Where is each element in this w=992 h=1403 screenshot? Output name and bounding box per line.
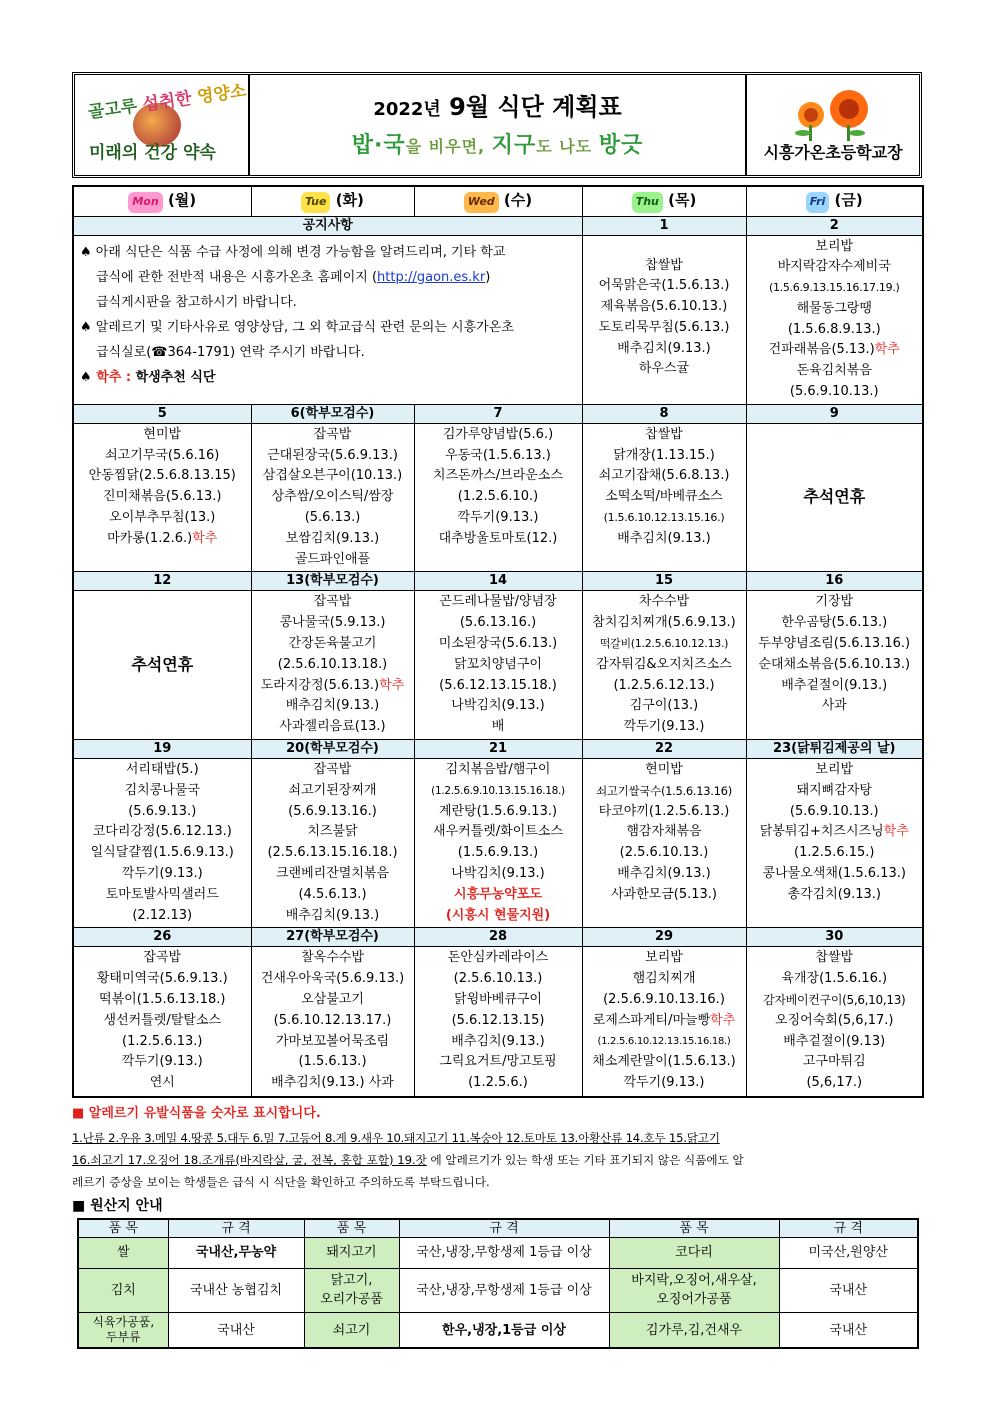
menu-item-text: 닭봉튀김+치즈시즈닝	[759, 824, 884, 840]
menu-item: 일식달걀찜(1.5.6.9.13.)	[90, 845, 234, 861]
menu-item: 소떡소떡/바베큐소스	[605, 489, 723, 505]
menu-item: 채소계란말이(1.5.6.13.)	[592, 1054, 736, 1070]
menu-item: (1.5.6.9.13.)	[457, 845, 539, 861]
menu-item: (2.5.6.13.15.16.18.)	[267, 845, 398, 861]
menu-item: 떡갈비(1.2.5.6.10.12.13.)	[599, 637, 729, 651]
menu-item: 도토리묵무침(5.6.13.)	[598, 319, 730, 335]
origin-col-header: 규 격	[779, 1219, 918, 1238]
slogan-bottom: 미래의 건강 약속	[89, 143, 216, 163]
menu-item: (1.5.6.10.12.13.15.16.)	[603, 511, 725, 525]
homepage-link[interactable]: http://gaon.es.kr	[377, 269, 486, 285]
menu-item: 배추김치(9.13.)	[617, 340, 711, 356]
notice-line: 급식실로(☎364-1791) 연락 주시기 바랍니다.	[96, 344, 365, 360]
notice-line: ♠ 아래 식단은 식품 수급 사정에 의해 변경 가능함을 알려드리며, 기타 학교	[80, 244, 506, 260]
menu-item: 배추김치(9.13.)	[285, 698, 380, 714]
date-cell: 2	[746, 216, 923, 235]
origin-item: 닭고기, 오리가공품	[304, 1268, 399, 1312]
menu-item: (1.5.6.8.9.13.)	[787, 321, 881, 337]
spade-icon: ♠	[80, 369, 97, 385]
holiday-cell: 추석연휴	[73, 591, 251, 740]
menu-item-text: 마카롱(1.2.6.)	[107, 530, 193, 546]
menu-item: (2.12.13)	[132, 907, 193, 923]
student-pick-tag: 학추	[883, 824, 909, 840]
student-pick-tag: 학추	[874, 342, 900, 358]
date-cell: 30	[746, 928, 923, 947]
menu-item: (1.5.6.9.13.15.16.17.19.)	[768, 281, 900, 295]
menu-item: 돈안심카레라이스	[447, 950, 549, 966]
subtitle-part-d: 도 나도	[536, 137, 599, 156]
allergy-heading: ■ 알레르기 유발식품을 숫자로 표시합니다.	[72, 1105, 321, 1121]
menu-item: 진미채볶음(5.6.13.)	[103, 489, 222, 505]
menu-item: (5.6.9.13.16.)	[288, 803, 377, 819]
menu-cell	[582, 759, 746, 928]
page-title	[250, 87, 745, 122]
menu-item: (시흥시 현물지원)	[445, 907, 551, 923]
week3-date-row	[73, 572, 923, 591]
menu-item: 나박김치(9.13.)	[451, 866, 545, 882]
menu-item: 근대된장국(5.6.9.13.)	[267, 447, 398, 463]
flowers-icon	[783, 85, 883, 141]
origin-item: 김가루,김,건새우	[609, 1312, 779, 1348]
menu-item: 닭꼬치양념구이	[454, 656, 542, 672]
notice-line: 급식게시판을 참고하시기 바랍니다.	[96, 294, 297, 310]
menu-cell	[746, 759, 923, 928]
notice-box	[73, 235, 582, 404]
menu-item: 배추겉절이(9.13.)	[781, 677, 888, 693]
menu-item: 곤드레나물밥/양념장	[439, 594, 557, 610]
menu-item: 돈육김치볶음	[796, 363, 872, 379]
date-cell: 14	[414, 572, 582, 591]
menu-item: 돼지뼈감자탕	[796, 782, 872, 798]
menu-item: 생선커틀렛/탈탈소스	[103, 1012, 221, 1028]
menu-item: 안동찜닭(2.5.6.8.13.15)	[88, 468, 236, 484]
origin-row	[78, 1268, 918, 1312]
menu-item: 황태미역국(5.6.9.13.)	[96, 971, 228, 987]
page-header	[72, 72, 922, 178]
menu-item: 그릭요거트/망고토핑	[439, 1054, 557, 1070]
notice-line: ♠ 알레르기 및 기타사유로 영양상담, 그 외 학교급식 관련 문의는 시흥가온초	[80, 319, 514, 335]
menu-item: 배추겉절이(9.13)	[783, 1033, 886, 1049]
date-cell: 23(닭튀김제공의 날)	[746, 740, 923, 759]
menu-item: 나박김치(9.13.)	[451, 698, 545, 714]
menu-item: 닭윙바베큐구이	[454, 992, 542, 1007]
menu-cell	[414, 947, 582, 1097]
origin-col-header: 규 격	[168, 1219, 304, 1238]
weekday-label: (목)	[668, 190, 697, 209]
menu-item: 감자베이컨구이(5,6,10,13)	[763, 993, 906, 1007]
menu-item: 치즈불닭	[307, 824, 358, 840]
menu-item: 코다리강정(5.6.12.13.)	[92, 824, 232, 840]
menu-item: 깍두기(9.13.)	[457, 510, 539, 526]
menu-item: (5,6,17.)	[806, 1075, 863, 1091]
slogan-word-1: 골고루	[86, 96, 139, 123]
origin-spec: 국내산	[168, 1312, 304, 1348]
menu-cell	[746, 235, 923, 404]
page-subtitle	[250, 128, 745, 159]
menu-item: 현미밥	[645, 762, 683, 778]
menu-item: 김치콩나물국	[124, 782, 200, 798]
menu-item: 김가루양념밥(5.6.)	[442, 426, 554, 442]
origin-spec: 국내산	[779, 1312, 918, 1348]
menu-item: 우동국(1.5.6.13.)	[445, 447, 551, 463]
date-cell: 21	[414, 740, 582, 759]
menu-cell	[582, 423, 746, 572]
origin-item: 식육가공품, 두부류	[78, 1312, 168, 1348]
weekday-label: (금)	[834, 190, 863, 209]
menu-item: (5.6.9.10.13.)	[789, 803, 879, 819]
origin-table	[77, 1218, 919, 1350]
menu-item: 햄김치찌개	[632, 971, 696, 987]
menu-item: 서리태밥(5.)	[125, 762, 199, 778]
menu-item: 오삼불고기	[301, 992, 364, 1007]
origin-col-header: 품 목	[78, 1219, 168, 1238]
menu-item: 보리밥	[645, 950, 683, 966]
menu-item	[75, 529, 250, 550]
menu-item: 김구이(13.)	[629, 698, 699, 714]
menu-item: 미소된장국(5.6.13.)	[438, 636, 558, 652]
menu-item: 쇠고기쌀국수(1.5.6.13.16)	[596, 783, 732, 798]
menu-item: 찰옥수수밥	[301, 950, 364, 966]
subtitle-part-c: 지구	[491, 133, 537, 158]
menu-item: 참치김치찌개(5.6.9.13.)	[592, 615, 736, 631]
menu-cell	[414, 591, 582, 740]
notice-key: 학추 :	[96, 369, 136, 385]
menu-item: 찹쌀밥	[645, 257, 683, 273]
menu-item: 육개장(1.5.6.16.)	[781, 971, 888, 987]
menu-item: 깍두기(9.13.)	[121, 1054, 203, 1070]
menu-item: 감자튀김&오지치즈소스	[596, 656, 732, 672]
holiday-cell: 추석연휴	[746, 423, 923, 572]
menu-item	[253, 676, 413, 697]
notice-line	[80, 265, 576, 290]
allergy-note: 레르기 증상을 보이는 학생들은 급식 시 식단을 확인하고 주의하도록 부탁드립니다.	[72, 1174, 490, 1189]
menu-item-text: 로제스파게티/마늘빵	[592, 1012, 711, 1028]
weekday-thu	[582, 186, 746, 216]
weekday-wed	[414, 186, 582, 216]
menu-item: (1.2.5.6.10.12.13.15.16.18.)	[597, 1035, 731, 1047]
allergy-note-text: 에 알레르기가 있는 학생 또는 기타 표기되지 않은 식품에도 알	[426, 1152, 744, 1167]
origin-spec: 한우,냉장,1등급 이상	[399, 1312, 609, 1348]
week2-menu-row	[73, 423, 923, 572]
menu-item	[748, 822, 922, 843]
menu-item: 보리밥	[815, 238, 854, 254]
menu-item: 한우곰탕(5.6.13.)	[781, 615, 888, 631]
menu-item: (1.5.6.13.)	[298, 1054, 367, 1070]
origin-item: 돼지고기	[304, 1237, 399, 1268]
origin-header-row	[78, 1219, 918, 1238]
menu-cell	[251, 759, 414, 928]
origin-row	[78, 1237, 918, 1268]
notice-text: 학생추천 식단	[135, 369, 216, 385]
date-cell: 9	[746, 404, 923, 423]
origin-spec: 국내산,무농약	[168, 1237, 304, 1268]
title-text: 9월 식단 계획표	[449, 93, 622, 121]
origin-col-header: 품 목	[304, 1219, 399, 1238]
student-pick-tag: 학추	[192, 530, 218, 546]
menu-item: 차수수밥	[638, 594, 690, 610]
menu-item: 오징어숙회(5,6,17.)	[775, 1012, 894, 1028]
menu-item: 쇠고기된장찌개	[288, 782, 377, 798]
weekday-tag: Mon	[128, 192, 162, 213]
menu-item: 연시	[149, 1075, 175, 1091]
date-cell: 26	[73, 928, 251, 947]
date-cell: 1	[582, 216, 746, 235]
menu-item: (5.6.13.16.)	[459, 615, 537, 631]
menu-item: 햄감자채볶음	[626, 824, 702, 840]
weekday-label: (수)	[503, 190, 533, 209]
weekday-tag: Wed	[464, 192, 499, 213]
date-cell: 20(학부모검수)	[251, 740, 414, 759]
menu-item: 오이부추무침(13.)	[109, 510, 216, 526]
week5-menu-row	[73, 947, 923, 1097]
school-panel	[747, 75, 919, 175]
origin-spec: 국내산 농협김치	[168, 1268, 304, 1312]
menu-cell	[73, 947, 251, 1097]
menu-item: (5.6.13.)	[304, 510, 361, 526]
menu-item: 쇠고기잡채(5.6.8.13.)	[598, 468, 730, 484]
menu-item: (4.5.6.13.)	[298, 886, 367, 902]
menu-item: 콩나물국(5.9.13.)	[279, 615, 386, 631]
week2-date-row	[73, 404, 923, 423]
week4-menu-row	[73, 759, 923, 928]
menu-item: 고구마튀김	[802, 1054, 866, 1070]
menu-item: 사과젤리음료(13.)	[279, 719, 386, 735]
allergy-list-line-2	[72, 1149, 922, 1171]
menu-item: 잡곡밥	[143, 950, 182, 966]
menu-item: (5.6.9.13.)	[128, 803, 197, 819]
origin-spec: 국내산	[779, 1268, 918, 1312]
menu-item: (1.2.5.6.10.)	[457, 489, 539, 505]
menu-item: 사과한모금(5.13.)	[610, 886, 717, 902]
menu-cell	[746, 591, 923, 740]
menu-item: 찹쌀밥	[645, 426, 683, 442]
weekday-tag: Thu	[632, 192, 663, 213]
menu-item: 배추김치(9.13.)	[617, 866, 711, 882]
week3-menu-row	[73, 591, 923, 740]
notice-line	[80, 365, 576, 390]
menu-item: 대추방울토마토(12.)	[438, 530, 558, 546]
menu-item: 제육볶음(5.6.10.13.)	[600, 299, 728, 315]
date-cell: 15	[582, 572, 746, 591]
menu-item: (1.2.5.6.12.13.)	[613, 677, 715, 693]
date-cell: 19	[73, 740, 251, 759]
weekday-label: (월)	[167, 190, 197, 209]
menu-cell	[73, 423, 251, 572]
menu-item: 타코야끼(1.2.5.6.13.)	[598, 803, 730, 819]
date-cell: 29	[582, 928, 746, 947]
menu-item: 계란탕(1.5.6.9.13.)	[438, 803, 558, 819]
menu-item: 건새우아욱국(5.6.9.13.)	[260, 971, 405, 987]
date-cell: 5	[73, 404, 251, 423]
menu-cell	[414, 759, 582, 928]
menu-item: (5.6.12.13.15)	[451, 1012, 545, 1028]
allergy-section	[72, 1102, 922, 1215]
menu-item-text: 도라지강정(5.6.13.)	[260, 677, 380, 693]
date-cell: 16	[746, 572, 923, 591]
date-cell: 7	[414, 404, 582, 423]
student-pick-tag: 학추	[710, 1012, 736, 1028]
origin-item: 쇠고기	[304, 1312, 399, 1348]
weekday-fri	[746, 186, 923, 216]
menu-item: 깍두기(9.13.)	[121, 866, 203, 882]
menu-item: 보쌈김치(9.13.)	[285, 530, 380, 546]
week1-menu-row	[73, 235, 923, 404]
menu-item: (1.2.5.6.15.)	[794, 845, 875, 861]
menu-item: 토마토발사믹샐러드	[105, 886, 219, 902]
menu-item: 현미밥	[143, 426, 182, 442]
notice-text: )	[485, 269, 491, 285]
menu-item: 상추쌈/오이스틱/쌈장	[271, 489, 394, 505]
menu-item: 총각김치(9.13.)	[787, 886, 881, 902]
menu-item: 닭개장(1.13.15.)	[613, 447, 715, 463]
date-cell: 12	[73, 572, 251, 591]
weekday-tag: Tue	[301, 192, 330, 213]
title-panel	[250, 75, 747, 175]
menu-item: 콩나물오색채(1.5.6.13.)	[762, 866, 906, 882]
week4-date-row	[73, 740, 923, 759]
menu-item: 사과	[821, 698, 847, 714]
menu-cell	[582, 591, 746, 740]
menu-item: 김치볶음밥/햄구이	[445, 762, 551, 778]
menu-table	[72, 185, 924, 1098]
menu-item: (1.2.5.6.13.)	[122, 1033, 203, 1049]
slogan-panel	[75, 75, 250, 175]
origin-item: 바지락,오징어,새우살, 오징어가공품	[609, 1268, 779, 1312]
notice-header: 공지사항	[73, 216, 582, 235]
menu-item: 찹쌀밥	[815, 950, 854, 966]
allergy-list-text: 16.쇠고기 17.오징어 18.조개류(바지락살, 굴, 전복, 홍합 포함) 19.잣	[72, 1152, 427, 1167]
date-cell: 6(학부모검수)	[251, 404, 414, 423]
date-cell: 28	[414, 928, 582, 947]
menu-item: 두부양념조림(5.6.13.16.)	[758, 636, 911, 652]
menu-cell	[582, 947, 746, 1097]
menu-item	[748, 340, 922, 361]
menu-item: 삼겹살오븐구이(10.13.)	[262, 468, 403, 484]
menu-item: 가마보꼬볼어묵조림	[275, 1033, 390, 1049]
menu-item: 치즈돈까스/브라운소스	[433, 468, 563, 484]
menu-item: (5.6.12.13.15.18.)	[439, 677, 557, 693]
menu-item: (1.2.5.6.)	[468, 1075, 528, 1091]
menu-item: 배추김치(9.13.) 사과	[271, 1075, 394, 1091]
menu-item: (5.6.10.12.13.17.)	[273, 1012, 392, 1028]
menu-item: (2.5.6.10.13.)	[453, 971, 543, 987]
menu-item: 해물동그랑땡	[796, 300, 872, 316]
origin-spec: 국산,냉장,무항생제 1등급 이상	[399, 1268, 609, 1312]
slogan-word-2: 섭취한	[141, 88, 193, 116]
menu-item: (2.5.6.9.10.13.16.)	[603, 992, 725, 1007]
origin-heading: ■ 원산지 안내	[72, 1197, 163, 1214]
weekday-label: (화)	[335, 190, 364, 209]
allergy-list-line-1: 1.난류 2.우유 3.메밀 4.땅콩 5.대두 6.밀 7.고등어 8.게 9.새우 10.돼지고기 11.복숭아 12.토마토 13.아황산류 14.호두 15.닭고기	[72, 1130, 720, 1145]
menu-item: (2.5.6.10.13.)	[619, 845, 709, 861]
origin-col-header: 품 목	[609, 1219, 779, 1238]
menu-cell	[251, 591, 414, 740]
menu-item: 크랜베리잔멸치볶음	[275, 866, 390, 882]
origin-item: 코다리	[609, 1237, 779, 1268]
menu-item: (1.2.5.6.9.10.13.15.16.18.)	[431, 784, 565, 797]
weekday-tag: Fri	[806, 192, 830, 213]
title-year: 2022년	[373, 99, 441, 120]
origin-item: 쌀	[78, 1237, 168, 1268]
menu-cell	[73, 759, 251, 928]
menu-item: 배추김치(9.13.)	[617, 530, 711, 546]
menu-cell	[251, 423, 414, 572]
menu-item: 새우커틀렛/화이트소스	[433, 824, 563, 840]
menu-item: 배	[491, 719, 505, 735]
menu-item: 보리밥	[815, 762, 854, 778]
menu-item: 기장밥	[815, 594, 854, 610]
menu-item: 하우스귤	[638, 361, 690, 377]
menu-item: 시흥무농약포도	[454, 886, 542, 902]
menu-item: 배추김치(9.13.)	[285, 907, 380, 923]
weekday-mon	[73, 186, 251, 216]
menu-item: 간장돈육불고기	[288, 636, 377, 652]
date-cell: 8	[582, 404, 746, 423]
origin-col-header: 규 격	[399, 1219, 609, 1238]
menu-item: 잡곡밥	[313, 426, 352, 442]
menu-item: 잡곡밥	[313, 762, 352, 778]
week5-date-row	[73, 928, 923, 947]
weekday-tue	[251, 186, 414, 216]
menu-item: 쇠고기무국(5.6.16)	[105, 447, 220, 463]
menu-item	[584, 1011, 745, 1032]
week1-date-row	[73, 216, 923, 235]
menu-item: 골드파인애플	[294, 551, 371, 567]
origin-row	[78, 1312, 918, 1348]
notice-text: 급식에 관한 전반적 내용은 시흥가온초 홈페이지 (	[96, 269, 378, 285]
menu-item: 배추김치(9.13.)	[451, 1033, 545, 1049]
school-name: 시흥가온초등학교장	[763, 143, 903, 162]
menu-item: 바지락감자수제비국	[777, 259, 891, 275]
menu-cell	[582, 235, 746, 404]
origin-spec: 미국산,원양산	[779, 1237, 918, 1268]
menu-cell	[414, 423, 582, 572]
menu-item: 떡볶이(1.5.6.13.18.)	[99, 992, 226, 1007]
origin-spec: 국산,냉장,무항생제 1등급 이상	[399, 1237, 609, 1268]
menu-cell	[251, 947, 414, 1097]
date-cell: 22	[582, 740, 746, 759]
subtitle-part-a: 밥·국	[351, 133, 406, 158]
menu-cell	[746, 947, 923, 1097]
subtitle-part-e: 방긋	[598, 133, 644, 158]
menu-item: (5.6.9.10.13.)	[789, 384, 879, 400]
date-cell: 13(학부모검수)	[251, 572, 414, 591]
student-pick-tag: 학추	[379, 677, 405, 693]
menu-item: 어묵맑은국(1.5.6.13.)	[598, 278, 730, 294]
slogan-word-3: 영양소	[196, 80, 248, 108]
subtitle-part-b: 을 비우면,	[405, 137, 492, 156]
menu-page	[72, 72, 922, 1349]
menu-item: 깍두기(9.13.)	[623, 1075, 705, 1091]
date-cell: 27(학부모검수)	[251, 928, 414, 947]
menu-item-text: 건파래볶음(5.13.)	[768, 342, 875, 358]
menu-item: (2.5.6.10.13.18.)	[277, 656, 388, 672]
menu-item: 순대채소볶음(5.6.10.13.)	[758, 656, 911, 672]
weekday-header-row	[73, 186, 923, 216]
menu-item: 깍두기(9.13.)	[623, 719, 705, 735]
origin-item: 김치	[78, 1268, 168, 1312]
menu-item: 잡곡밥	[313, 594, 352, 610]
